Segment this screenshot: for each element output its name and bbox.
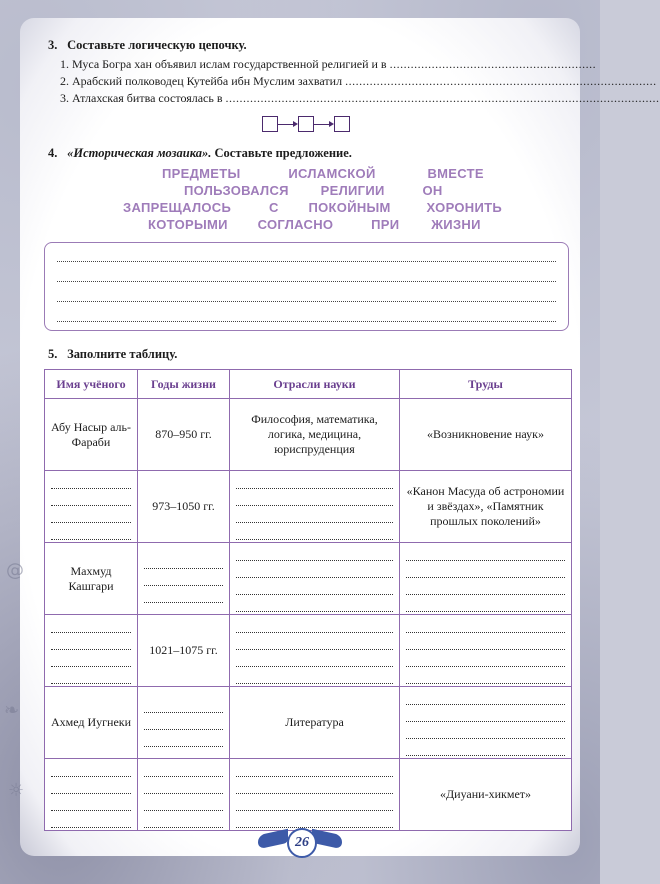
blank-cell[interactable]: [230, 615, 400, 687]
blank-cell[interactable]: [230, 471, 400, 543]
mosaic-word: ЗАПРЕЩАЛОСЬ: [123, 200, 232, 215]
blank-cell[interactable]: [400, 543, 572, 615]
decor-figure-icon: ❧: [4, 700, 20, 721]
chain-box[interactable]: [262, 116, 278, 132]
table-cell: Ахмед Иугнеки: [45, 687, 138, 759]
blank-cell[interactable]: [138, 759, 230, 831]
mosaic-word: СОГЛАСНО: [257, 217, 334, 232]
mosaic-word: С: [268, 200, 279, 215]
table-cell: Философия, математика, логика, медицина, юриспруденция: [230, 399, 400, 471]
table-cell: «Возникновение наук»: [400, 399, 572, 471]
mosaic-word: ХОРОНИТЬ: [426, 200, 503, 215]
logic-chain: [262, 116, 350, 132]
table-cell: 870–950 гг.: [138, 399, 230, 471]
blank-cell[interactable]: [45, 615, 138, 687]
task5-heading: [48, 347, 177, 362]
answer-box[interactable]: [44, 242, 569, 331]
table-row: [45, 615, 572, 687]
table-cell: «Канон Масуда об астрономии и звёздах», «Памятник прошлых поколений»: [400, 471, 572, 543]
table-row: [45, 687, 572, 759]
task3-heading: [48, 38, 247, 53]
task3-lines: [60, 56, 660, 107]
mosaic-word: ПОЛЬЗОВАЛСЯ: [184, 183, 289, 198]
table-cell: Абу Насыр аль-Фараби: [45, 399, 138, 471]
mosaic-word: ОН: [422, 183, 443, 198]
chain-box[interactable]: [334, 116, 350, 132]
scientists-table: [44, 369, 572, 831]
task3-line[interactable]: 2. Арабский полководец Кутейба ибн Муслим захватил .........................................................................................: [60, 74, 657, 88]
table-row: [45, 471, 572, 543]
task5-number: 5.: [48, 347, 58, 361]
mosaic-word: ПРИ: [371, 217, 400, 232]
blank-cell[interactable]: [400, 615, 572, 687]
answer-line[interactable]: [57, 261, 556, 262]
task3-title: Составьте логическую цепочку.: [67, 38, 247, 52]
task3-line[interactable]: 1. Муса Богра хан объявил ислам государственной религией и в ...........................................................: [60, 57, 597, 71]
mosaic-word: ПОКОЙНЫМ: [308, 200, 391, 215]
column-header: Отрасли науки: [230, 370, 400, 399]
arrow-right-icon: [278, 117, 298, 131]
table-cell: Махмуд Кашгари: [45, 543, 138, 615]
answer-line[interactable]: [57, 281, 556, 282]
task4-title: Составьте предложение.: [214, 146, 352, 160]
mosaic-word: ВМЕСТЕ: [427, 166, 484, 181]
arrow-right-icon: [314, 117, 334, 131]
answer-line[interactable]: [57, 321, 556, 322]
blank-cell[interactable]: [45, 759, 138, 831]
blank-cell[interactable]: [230, 759, 400, 831]
table-cell: 973–1050 гг.: [138, 471, 230, 543]
blank-cell[interactable]: [138, 543, 230, 615]
mosaic-word: РЕЛИГИИ: [320, 183, 385, 198]
task4-title-italic: «Историческая мозаика».: [67, 146, 212, 160]
chain-box[interactable]: [298, 116, 314, 132]
page-number: 26: [287, 828, 317, 858]
task3-line[interactable]: 3. Атлахская битва состоялась в ............................................................................................................................: [60, 91, 660, 105]
blank-cell[interactable]: [400, 687, 572, 759]
blank-cell[interactable]: [230, 543, 400, 615]
column-header: Годы жизни: [138, 370, 230, 399]
page-number-badge: [258, 826, 342, 856]
table-row: [45, 399, 572, 471]
blank-cell[interactable]: [138, 687, 230, 759]
column-header: Труды: [400, 370, 572, 399]
table-row: [45, 543, 572, 615]
table-cell: «Диуани-хикмет»: [400, 759, 572, 831]
mosaic-word: ЖИЗНИ: [431, 217, 481, 232]
table-row: [45, 759, 572, 831]
blank-cell[interactable]: [45, 471, 138, 543]
answer-line[interactable]: [57, 301, 556, 302]
column-header: Имя учёного: [45, 370, 138, 399]
table-cell: Литература: [230, 687, 400, 759]
mosaic-word: КОТОРЫМИ: [148, 217, 228, 232]
mosaic-word: ИСЛАМСКОЙ: [288, 166, 376, 181]
decor-spiral-icon: @: [6, 560, 24, 581]
task4-heading: [48, 146, 352, 161]
table-cell: 1021–1075 гг.: [138, 615, 230, 687]
decor-sun-icon: ☼: [8, 780, 25, 801]
mosaic-word: ПРЕДМЕТЫ: [162, 166, 241, 181]
table-header-row: [45, 370, 572, 399]
task3-number: 3.: [48, 38, 58, 52]
task5-title: Заполните таблицу.: [67, 347, 178, 361]
wing-left-icon: [258, 829, 288, 849]
task4-number: 4.: [48, 146, 58, 160]
